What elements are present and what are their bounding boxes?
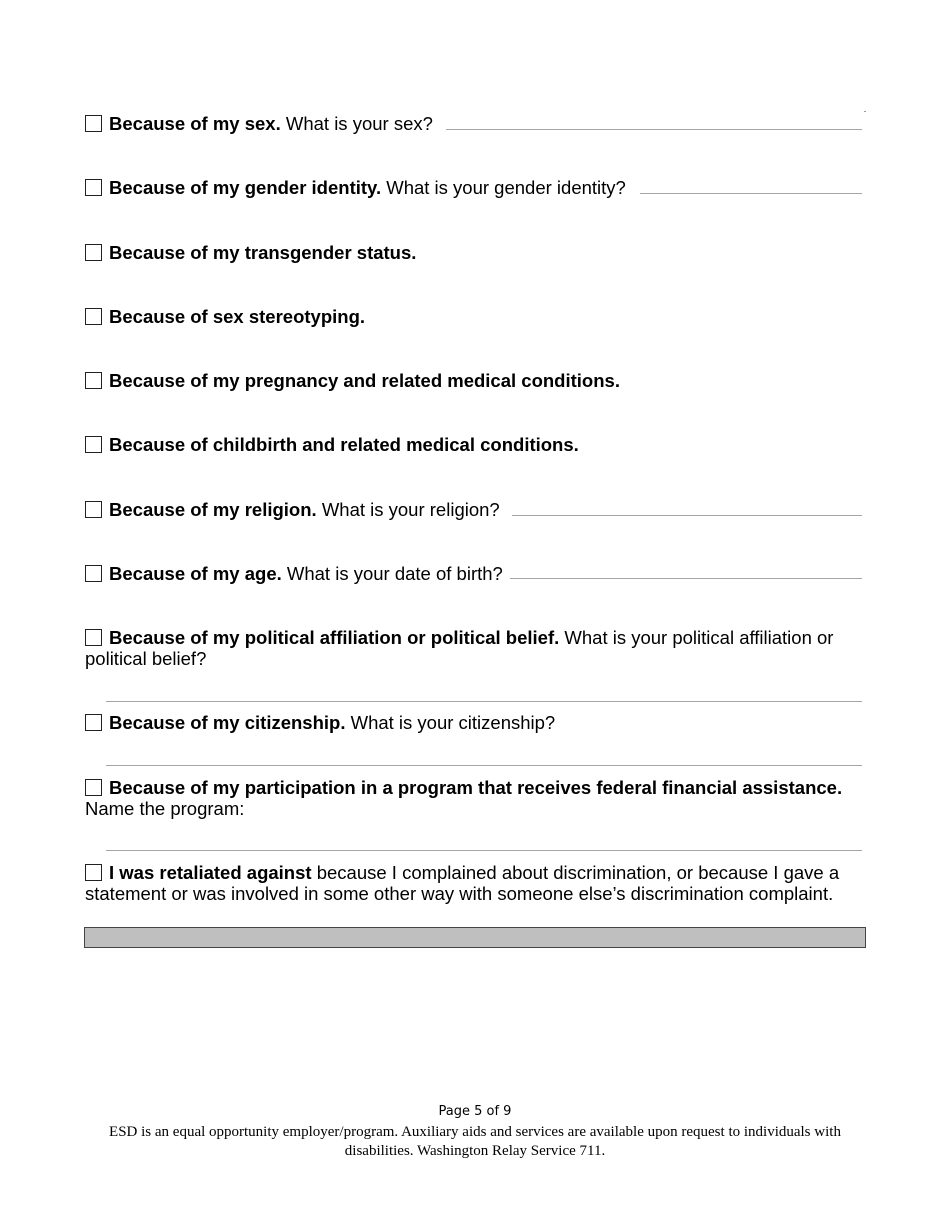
footer-notice: [0, 1123, 950, 1161]
item-sex-label: Because of my sex.: [109, 113, 281, 134]
sex-input-line[interactable]: [446, 129, 862, 130]
stray-mark: [864, 111, 866, 112]
item-sex-stereotyping: [85, 306, 865, 327]
item-religion-question: What is your religion?: [316, 499, 500, 520]
date-of-birth-input-line[interactable]: [510, 578, 862, 579]
item-political-affiliation: [85, 627, 865, 669]
religion-input-line[interactable]: [512, 515, 862, 516]
item-childbirth-label: Because of childbirth and related medical conditions.: [109, 434, 579, 455]
checkbox-transgender-status[interactable]: [85, 244, 102, 261]
item-religion: [85, 499, 865, 520]
item-age: [85, 563, 865, 584]
section-divider-bar: [84, 927, 866, 948]
item-childbirth: [85, 434, 865, 455]
footer-notice-text: ESD is an equal opportunity employer/program. Auxiliary aids and services are available upon request to individuals with disabilities. Washington Relay Service 711.: [109, 1124, 841, 1159]
checkbox-childbirth[interactable]: [85, 436, 102, 453]
item-program-participation-label: Because of my participation in a program that receives federal financial assistance.: [109, 777, 843, 798]
item-gender-identity-question: What is your gender identity?: [381, 177, 626, 198]
checkbox-political-affiliation[interactable]: [85, 629, 102, 646]
item-sex: [85, 113, 865, 134]
page-number: Page 5 of 9: [438, 1104, 512, 1119]
checkbox-religion[interactable]: [85, 501, 102, 518]
item-pregnancy-label: Because of my pregnancy and related medical conditions.: [109, 370, 620, 391]
program-name-input-line[interactable]: [106, 850, 862, 851]
item-gender-identity-label: Because of my gender identity.: [109, 177, 382, 198]
item-age-label: Because of my age.: [109, 563, 282, 584]
checkbox-retaliation[interactable]: [85, 864, 102, 881]
item-program-participation: [85, 777, 865, 819]
checkbox-citizenship[interactable]: [85, 714, 102, 731]
item-political-affiliation-question: What is your political affiliation or political belief?: [85, 627, 834, 669]
item-sex-question: What is your sex?: [280, 113, 433, 134]
checkbox-pregnancy[interactable]: [85, 372, 102, 389]
item-pregnancy: [85, 370, 865, 391]
item-age-question: What is your date of birth?: [281, 563, 503, 584]
gender-identity-input-line[interactable]: [640, 193, 862, 194]
item-transgender-status-label: Because of my transgender status.: [109, 242, 417, 263]
checkbox-sex[interactable]: [85, 115, 102, 132]
item-religion-label: Because of my religion.: [109, 499, 317, 520]
item-citizenship: [85, 712, 865, 733]
item-retaliation-text: because I complained about discrimination, or because I gave a statement or was involved in some other way with someone else’s discrimination complaint.: [85, 862, 840, 904]
item-transgender-status: [85, 242, 865, 263]
checkbox-age[interactable]: [85, 565, 102, 582]
item-citizenship-question: What is your citizenship?: [345, 712, 556, 733]
item-citizenship-label: Because of my citizenship.: [109, 712, 346, 733]
item-retaliation: [85, 862, 865, 904]
item-sex-stereotyping-label: Because of sex stereotyping.: [109, 306, 366, 327]
checkbox-gender-identity[interactable]: [85, 179, 102, 196]
checkbox-program-participation[interactable]: [85, 779, 102, 796]
item-retaliation-label: I was retaliated against: [109, 862, 312, 883]
political-affiliation-input-line[interactable]: [106, 701, 862, 702]
item-political-affiliation-label: Because of my political affiliation or political belief.: [109, 627, 560, 648]
checkbox-sex-stereotyping[interactable]: [85, 308, 102, 325]
citizenship-input-line[interactable]: [106, 765, 862, 766]
item-program-participation-question: Name the program:: [85, 798, 245, 819]
item-gender-identity: [85, 177, 865, 198]
